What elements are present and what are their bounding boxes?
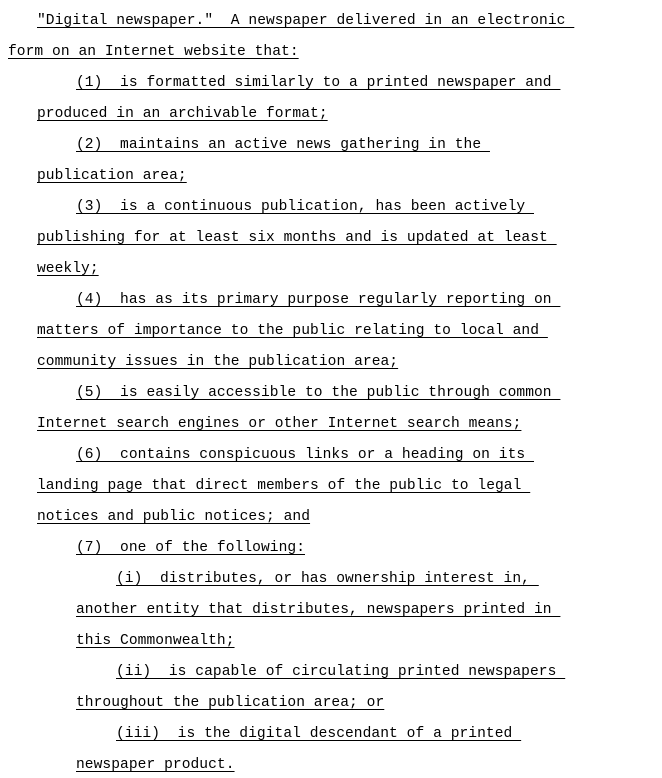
item-5-line-2: Internet search engines or other Internet search means; bbox=[37, 416, 522, 432]
item-7-i-line-2: another entity that distributes, newspapers printed in bbox=[76, 602, 561, 618]
item-7-iii-line-2: newspaper product. bbox=[76, 757, 235, 773]
item-4-line-3: community issues in the publication area; bbox=[37, 354, 399, 370]
item-7-ii-line-1: (ii) is capable of circulating printed newspapers bbox=[116, 664, 566, 680]
item-1-line-2: produced in an archivable format; bbox=[37, 106, 328, 122]
item-7-i-line-1: (i) distributes, or has ownership interest in, bbox=[116, 571, 539, 587]
item-6-line-3: notices and public notices; and bbox=[37, 509, 311, 525]
item-1-line-1: (1) is formatted similarly to a printed newspaper and bbox=[76, 75, 561, 91]
item-7-i-line-3: this Commonwealth; bbox=[76, 633, 235, 649]
item-3-line-1: (3) is a continuous publication, has been actively bbox=[76, 199, 534, 215]
item-7-iii-line-1: (iii) is the digital descendant of a printed bbox=[116, 726, 522, 742]
item-3-line-2: publishing for at least six months and is updated at least bbox=[37, 230, 557, 246]
item-2-line-2: publication area; bbox=[37, 168, 187, 184]
item-5-line-1: (5) is easily accessible to the public through common bbox=[76, 385, 561, 401]
item-4-line-2: matters of importance to the public relating to local and bbox=[37, 323, 548, 339]
item-7-line-1: (7) one of the following: bbox=[76, 540, 305, 556]
item-4-line-1: (4) has as its primary purpose regularly reporting on bbox=[76, 292, 561, 308]
item-2-line-1: (2) maintains an active news gathering in the bbox=[76, 137, 490, 153]
item-7-ii-line-2: throughout the publication area; or bbox=[76, 695, 385, 711]
item-6-line-2: landing page that direct members of the public to legal bbox=[37, 478, 531, 494]
item-3-line-3: weekly; bbox=[37, 261, 99, 277]
item-6-line-1: (6) contains conspicuous links or a heading on its bbox=[76, 447, 534, 463]
definition-line-1: "Digital newspaper." A newspaper delivered in an electronic bbox=[37, 13, 575, 29]
definition-line-2: form on an Internet website that: bbox=[8, 44, 299, 60]
